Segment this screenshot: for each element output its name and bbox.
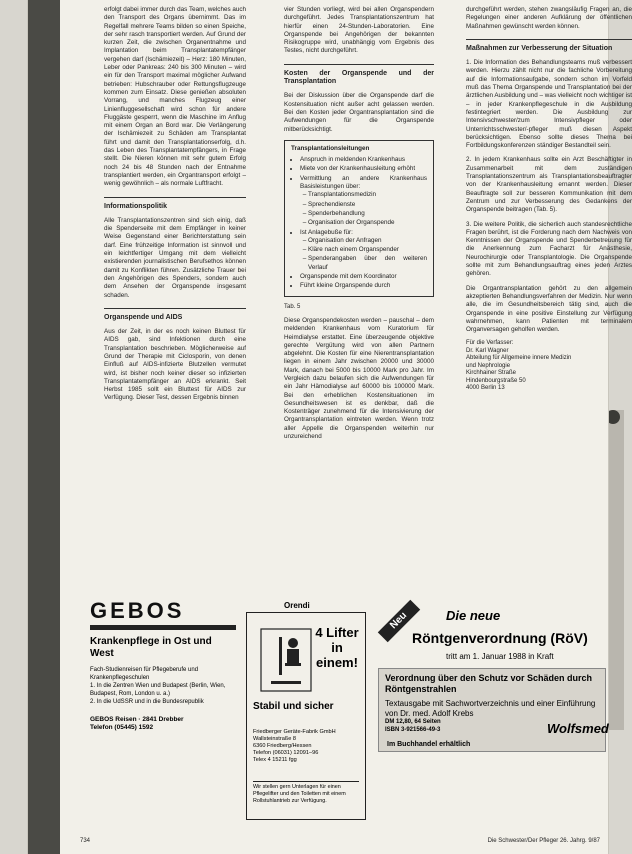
author-line: und Nephrologie xyxy=(466,362,511,369)
paragraph: Aus der Zeit, in der es noch keinen Bluttest für AIDS gab, sind Infektionen durch eine Transplantation beschrieben. Möglicherweise auf Grund der Therapie mit Ciclosporin, von denen Einfluß auf AIDS-infizierte Blutzellen vermutet wird, ist bisher noch keiner dieser so infizierten Transplantatempfänger an AIDS erkrankt. Seit Herbst 1985 sollt ein Bluttest für AIDS zur Verfügung. Dieser Test, dessen Ergebnis binnen xyxy=(104,328,246,402)
ad-note: Wir stellen gern Unterlagen für einen Pflegelifter und den Toiletten mit einem Rollstuhlantrieb zur Verfügung. xyxy=(253,781,359,804)
paragraph: Bei der Diskussion über die Organspende darf die Kostensituation nicht außer acht gelassen werden. Bei den Kosten jeder Organtransplantation sind die Aufwendungen für die Organspende mitberücksichtigt. xyxy=(284,92,434,133)
section-heading: Informationspolitik xyxy=(104,197,246,211)
page-number: 734 xyxy=(80,838,91,844)
rov-ad xyxy=(374,600,608,818)
author-line: Kirchhainer Straße xyxy=(466,370,517,377)
list-item: • Anspruch in meldenden Krankenhaus xyxy=(300,156,427,164)
ad-address: Friedberger Geräte-Fabrik GmbH Wallsteinstraße 8 6360 Friedberg/Hessen Telefon (06031) 12091–96 Telex 4 15211 fgg xyxy=(253,729,336,763)
gebos-ad xyxy=(90,598,236,818)
section-heading: Organspende und AIDS xyxy=(104,308,246,322)
gebos-logo: GEBOS xyxy=(90,598,185,623)
sub-item: – Transplantationsmedizin xyxy=(308,191,427,199)
ad-line-2: Röntgenverordnung (RöV) xyxy=(412,630,588,646)
binding-hole xyxy=(606,410,620,424)
publisher-logo: Wolfsmed xyxy=(547,721,609,736)
sub-item: – Kläre nach einem Organspender xyxy=(308,246,427,254)
list-item: • Führt kleine Organspende durch xyxy=(300,282,427,290)
section-heading: Maßnahmen zur Verbesserung der Situation xyxy=(466,39,632,53)
paragraph: Alle Transplantationszentren sind sich einig, daß die Spenderseite mit dem Empfänger in keiner Weise Gegenstand einer Berichterstattung sein darf. Eine frühzeitige Information ist sinnvoll und ein leichtfertiger Umgang mit dem vielleicht existierenden journalistischen Berufsethos können damit zu Konflikten führen. Zusätzliche Trauer bei den Angehörigen des Spenders, sondern auch dem Ansehen der Organspende insgesamt schaden. xyxy=(104,216,246,299)
sub-item: – Sprechendienste xyxy=(308,201,427,209)
list-item: • Miete von der Krankenhausleitung erhöht xyxy=(300,165,427,173)
ad-headline: 4 Lifter in einem! xyxy=(315,625,359,670)
paragraph: erfolgt dabei immer durch das Team, welches auch den Transport des Organs übernimmt. Das im Regelfall mehrere Teams bilden so einen Speiche, der sehr rasch transportiert werden. Auf Grund der kurzen Zeit, die zwischen Organentnahme und Implantation beim Transplantatempfänger vergehen darf (Ischämiezeit) – Herz: 180 Minuten, Leber oder Pankreas: 240 bis 300 Minuten – wird ein für den Transport maximal möglicher Aufwand betrieben: Hubschrauber oder Rettungsflugzeuge kommen zum Einsatz. Diese genießen absoluten Vorrang, und manches Flugzeug einer Linienfluggesellschaft wird schon für andere Fluggäste gesperrt, wenn die Maschine im Anflug mit einem Organ an Bord war. Die Verlängerung der Ischämiezeit zu Schäden am Transplantat führt und damit den Transplantationserfolg, d.h. das Leben des Transplantatempfängers, in Frage stellt. Die Nieren können mit sehr gutem Erfolg noch 24 bis 48 Stunden nach der Entnahme transplantiert werden, ein Organtransport erfolgt – wenig gewöhnlich – als normale Luftfracht. xyxy=(104,6,246,188)
table-label: Tab. 5 xyxy=(284,303,301,310)
left-shadow xyxy=(28,0,60,854)
ad-contact: GEBOS Reisen · 2841 Drebber Telefon (05445) 1592 xyxy=(90,716,184,731)
panel-title: Verordnung über den Schutz vor Schäden durch Röntgenstrahlen xyxy=(385,673,593,694)
panel-subtitle: Textausgabe mit Sachwortverzeichnis und einer Einführung von Dr. med. Adolf Krebs xyxy=(385,699,596,718)
paragraph: 1. Die Information des Behandlungsteams muß verbessert werden. Hierzu zählt nicht nur die fachliche Vorbereitung auf die Informationsaufgabe, sondern schon im Vorfeld muß das Thema Organspende und Transplantation bei der ärztlichen Ausbildung und – was vielleicht noch wichtiger ist – in jeder Krankenpflegeschule in die Ausbildung festintegriert werden. Die Ausbildung zur Intensivschwester/zum Intensivpfleger oder Unterrichtsschwester/-pfleger muß diesen Aspekt berücksichtigen. Ebenso sollte dieses Thema bei Fortbildungskonferenzen ständiger Bestandteil sein. xyxy=(466,59,632,150)
panel-details: DM 12,80, 64 Seiten ISBN 3-921566-49-3 xyxy=(385,719,441,733)
table-list xyxy=(291,156,427,290)
sub-item: – Organisation der Anfragen xyxy=(308,237,427,245)
ad-panel xyxy=(378,668,609,752)
column-2 xyxy=(284,6,434,447)
paragraph: Diese Organspendekosten werden – pauschal – dem meldenden Krankenhaus vom Kuratorium für Heimdialyse erstattet. Eine überzeugende objektive gerechte Vergütung wird von allen Partnern abgelehnt. Die Kosten für eine Nierentransplantation liegen in einem Jahr zwischen 20000 und 30000 Mark, danach bei 5000 bis 10000 Mark pro Jahr. Im Vergleich dazu belaufen sich die Aufwendungen für ein Jahr Hämodialyse auf 60000 bis 100000 Mark. Bei den erheblichen Kostensituationen im Gesundheitswesen ist es denkbar, daß die Kostenträger zunehmend für die Intensivierung der Organtransplantation eintreten werden. Wenn trotz aller Appelle die Organspenden weiterhin nur unzureichend xyxy=(284,316,434,441)
sub-item: – Spenderbehandlung xyxy=(308,210,427,218)
table-box xyxy=(284,140,434,297)
ad-line-3: tritt am 1. Januar 1988 in Kraft xyxy=(446,652,554,661)
ad-brand: Orendi xyxy=(281,601,313,610)
author-line: Abteilung für Allgemeine innere Medizin xyxy=(466,355,572,362)
paragraph: Die Organtransplantation gehört zu den allgemein akzeptierten Behandlungsverfahren der Medizin. Nur wenn alle, die im Gesundheitsbereich tätig sind, auch die Organspende in eine positive Einstellung zur Verfügung wahrnehmen, kann Patienten mit terminalem Organversagen geholfen werden. xyxy=(466,284,632,334)
panel-availability: Im Buchhandel erhältlich xyxy=(387,741,471,748)
list-item xyxy=(300,229,427,272)
gebos-bar xyxy=(90,625,236,630)
ad-body: Fach-Studienreisen für Pflegeberufe und Krankenpflegeschulen 1. In die Zentren Wien und Budapest (Berlin, Wien, Budapest, Rom, London u. a.) 2. In die UdSSR und in die Bundesrepublik xyxy=(90,667,226,705)
lifter-ad xyxy=(246,601,366,820)
list-item-text: Ist Anlagebuße für: xyxy=(300,228,353,236)
ad-line-1: Die neue xyxy=(446,608,501,623)
ad-tagline: Stabil und sicher xyxy=(253,701,334,712)
column-3 xyxy=(466,6,632,393)
lifter-icon xyxy=(257,623,315,695)
sub-item: – Spenderangaben über den weiteren Verlauf xyxy=(308,255,427,272)
paragraph: 2. In jedem Krankenhaus sollte ein Arzt Beschäftigter in Zusammenarbeit mit dem zuständigen Transplantationszentrum als Transplantationsbeauftragter von der Krankenhausleitung ernannt werden. Dieser Beauftragte soll zur besseren Kommunikation mit dem Zentrum und zur Verbesserung des Gedankens der Organspende beitragen (Tab. 5). xyxy=(466,156,632,214)
sub-list xyxy=(300,237,427,272)
new-badge: Neu xyxy=(378,600,420,642)
table-title: Transplantationsleitungen xyxy=(291,144,370,152)
list-item-text: Vermittlung an andere Krankenhaus Basisleistungen über: xyxy=(300,174,427,191)
author-line: Dr. Karl Wagner xyxy=(466,347,509,354)
sub-list xyxy=(300,191,427,227)
paragraph: vier Stunden vorliegt, wird bei allen Organspendern durchgeführt. Jedes Transplantationszentrum hat hierfür einen 24-Stunden-Laboratorien. Eine Organspende bei Angehörigen der bekannten Risikogruppe wird, unabhängig vom Ergebnis des Testes, nicht durchgeführt. xyxy=(284,6,434,55)
author-line: Hindenbourgstraße 50 xyxy=(466,377,526,384)
list-item xyxy=(300,175,427,228)
column-1 xyxy=(104,6,246,409)
sub-item: – Organisation der Organspende xyxy=(308,219,427,227)
author-block xyxy=(466,340,632,393)
section-heading: Kosten der Organspende und der Transplantation xyxy=(284,64,434,87)
ad-headline: Krankenpflege in Ost und West xyxy=(90,636,212,659)
author-label: Für die Verfasser: xyxy=(466,340,514,347)
paragraph: 3. Die weitere Politik, die sicherlich auch standesrechtliche Fragen berührt, ist die Forderung nach dem Nachweis von Kenntnissen der Organspende und Spenderbetreuung für die Anerkennung zum Facharzt für Anästhesie, Neurochirurgie oder Transplantologie. Die Organspende sollte mit zum Behandlungsauftrag eines jeden Arztes gehören. xyxy=(466,220,632,278)
list-item: • Organspende mit dem Koordinator xyxy=(300,273,427,281)
author-line: 4000 Berlin 13 xyxy=(466,385,505,392)
journal-source: Die Schwester/Der Pfleger 26. Jahrg. 9/87 xyxy=(487,838,600,844)
advertisement-area xyxy=(90,598,612,830)
paragraph: durchgeführt werden, stehen zwangsläufig Fragen an, die Regelungen einer anderen Aufklärung der öffentlichen Maßnahmen gewünscht werden können. xyxy=(466,6,632,30)
